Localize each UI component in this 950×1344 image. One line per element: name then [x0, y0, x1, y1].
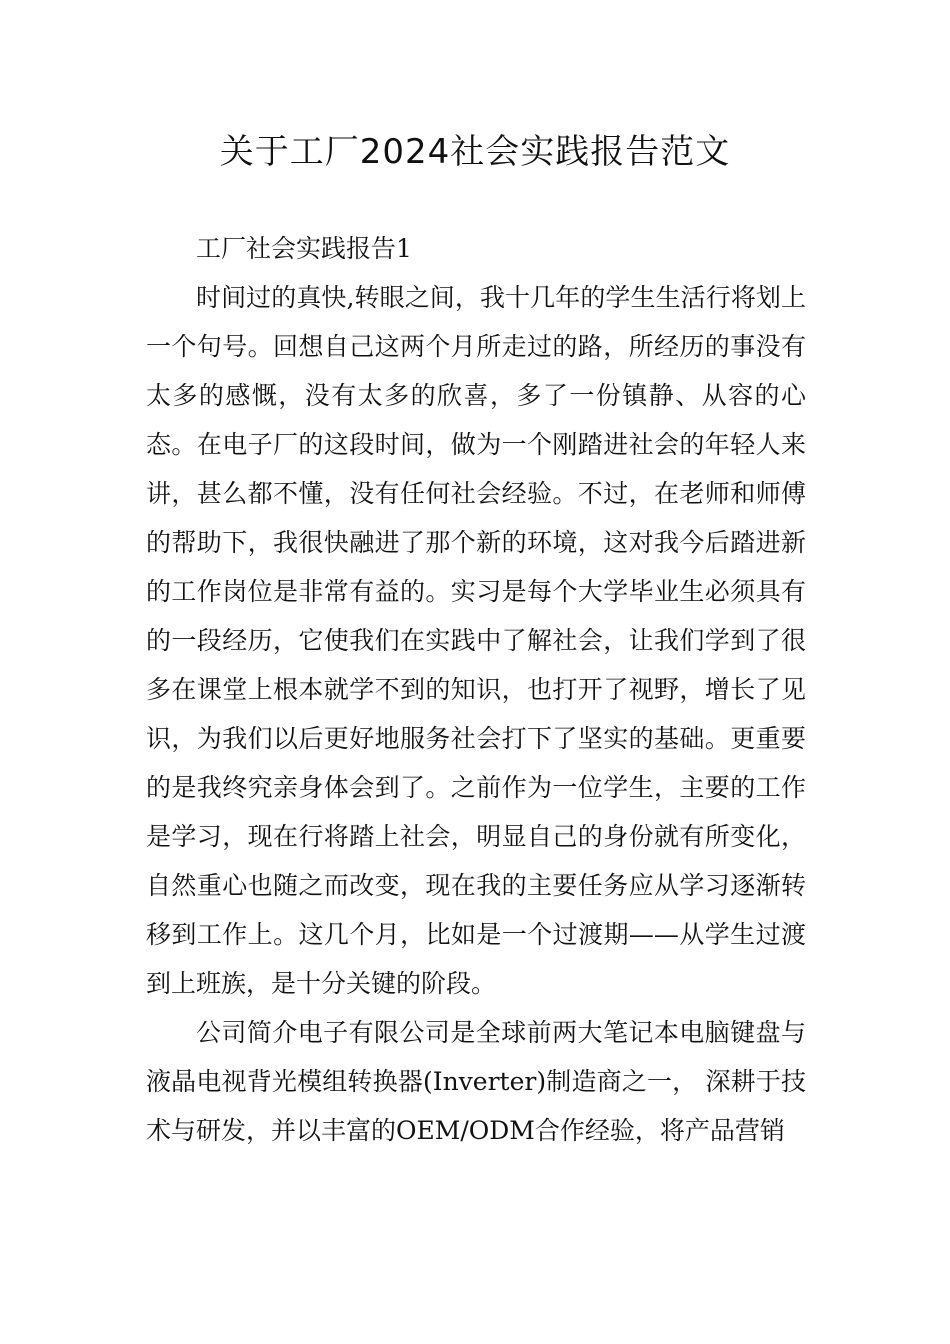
section-heading: 工厂社会实践报告1: [196, 234, 412, 263]
document-body: [146, 224, 806, 1155]
document-title: 关于工厂2024社会实践报告范文: [219, 132, 731, 172]
paragraph-1: 时间过的真快,转眼之间，我十几年的学生生活行将划上一个句号。回想自己这两个月所走过的路，所经历的事没有太多的感慨，没有太多的欣喜，多了一份镇静、从容的心态。在电子厂的这段时间，做为一个刚踏进社会的年轻人来讲，甚么都不懂，没有任何社会经验。不过，在老师和师傅的帮助下，我很快融进了那个新的环境，这对我今后踏进新的工作岗位是非常有益的。实习是每个大学毕业生必须具有的一段经历，它使我们在实践中了解社会，让我们学到了很多在课堂上根本就学不到的知识，也打开了视野，增长了见识，为我们以后更好地服务社会打下了坚实的基础。更重要的是我终究亲身体会到了。之前作为一位学生，主要的工作是学习，现在行将踏上社会，明显自己的身份就有所变化，自然重心也随之而改变，现在我的主要任务应从学习逐渐转移到工作上。这几个月，比如是一个过渡期——从学生过渡到上班族，是十分关键的阶段。: [146, 283, 806, 998]
paragraph-2: 公司简介电子有限公司是全球前两大笔记本电脑键盘与液晶电视背光模组转换器(Inverter)制造商之一， 深耕于技术与研发，并以丰富的OEM/ODM合作经验，将产品营销: [146, 1018, 806, 1145]
